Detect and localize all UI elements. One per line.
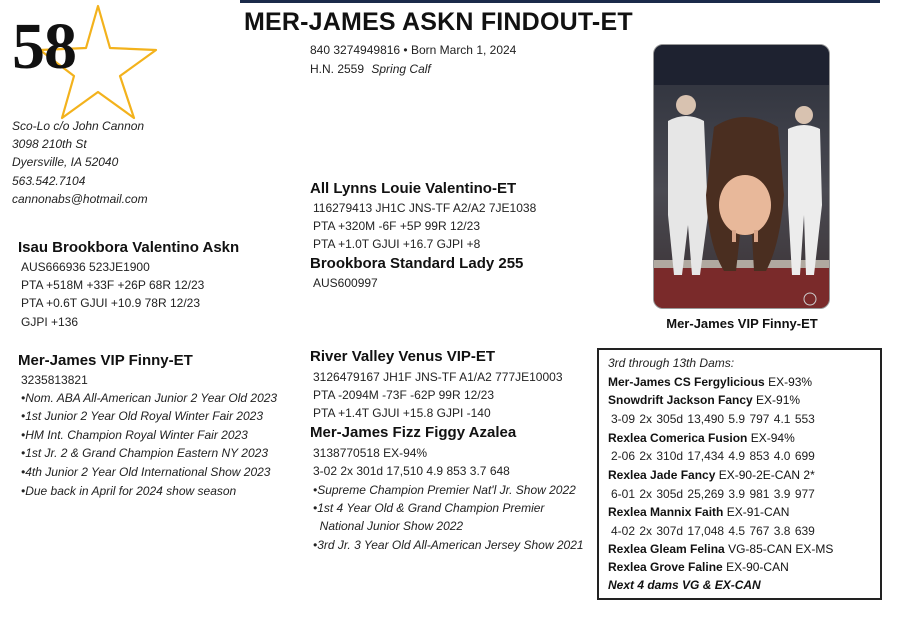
dam-note-3: •HM Int. Champion Royal Winter Fair 2023 — [21, 428, 248, 442]
consignor-email: cannonabs@hotmail.com — [12, 191, 148, 206]
dam-entry-5-record: 4-02 2x 307d 17,048 4.5 767 3.8 639 — [611, 524, 815, 538]
sire-sire-line-1: 116279413 JH1C JNS-TF A2/A2 7JE1038 — [313, 201, 537, 215]
dam-note-6: •Due back in April for 2024 show season — [21, 484, 237, 498]
dam-entry-2: Snowdrift Jackson Fancy EX-91% — [608, 393, 801, 407]
dam-sire-line-2: PTA -2094M -73F -62P 99R 12/23 — [313, 388, 494, 402]
dam-entry-4-record: 6-01 2x 305d 25,269 3.9 981 3.9 977 — [611, 487, 815, 501]
sire-sire-line-2: PTA +320M -6F +5P 99R 12/23 — [313, 219, 480, 233]
consignor-phone: 563.542.7104 — [12, 173, 86, 188]
dam-name: Mer-James VIP Finny-ET — [18, 352, 193, 369]
cow-photo — [653, 44, 830, 309]
dam-dam-name: Mer-James Fizz Figgy Azalea — [310, 424, 517, 441]
dam-entry-3: Rexlea Comerica Fusion EX-94% — [608, 431, 795, 445]
dam-note-5: •4th Junior 2 Year Old International Show 2023 — [21, 465, 271, 479]
dam-line-1: 3235813821 — [21, 373, 88, 387]
dam-dam-line-2: 3-02 2x 301d 17,510 4.9 853 3.7 648 — [313, 464, 510, 478]
consignor-name: Sco-Lo c/o John Cannon — [12, 119, 145, 133]
dam-entry-4: Rexlea Jade Fancy EX-90-2E-CAN 2* — [608, 468, 815, 482]
consignor-street: 3098 210th St — [12, 137, 87, 152]
dam-dam-note-1: •Supreme Champion Premier Nat'l Jr. Show 2022 — [313, 483, 576, 497]
dam-sire-line-3: PTA +1.4T GJUI +15.8 GJPI -140 — [313, 406, 491, 420]
dam-dam-note-2: •1st 4 Year Old & Grand Champion Premier — [313, 501, 545, 515]
dam-note-1: •Nom. ABA All-American Junior 2 Year Old 2023 — [21, 391, 278, 405]
extended-dams-box — [597, 348, 882, 600]
dam-entry-2-record: 3-09 2x 305d 13,490 5.9 797 4.1 553 — [611, 412, 815, 426]
herd-number: H.N. 2559 — [310, 62, 365, 76]
dam-sire-line-1: 3126479167 JH1F JNS-TF A1/A2 777JE10003 — [313, 370, 563, 384]
dam-note-2: •1st Junior 2 Year Old Royal Winter Fair 2023 — [21, 409, 263, 423]
consignor-city: Dyersville, IA 52040 — [12, 155, 119, 170]
sire-sire-line-3: PTA +1.0T GJUI +16.7 GJPI +8 — [313, 237, 481, 251]
photo-caption: Mer-James VIP Finny-ET — [666, 316, 818, 331]
dam-entry-3-record: 2-06 2x 310d 17,434 4.9 853 4.0 699 — [611, 449, 815, 463]
show-ring-photo-icon — [654, 45, 830, 309]
lot-number: 58 — [12, 10, 76, 83]
sire-line-4: GJPI +136 — [21, 315, 79, 329]
sire-dam-line-1: AUS600997 — [313, 276, 378, 290]
sire-line-3: PTA +0.6T GJUI +10.9 78R 12/23 — [21, 296, 200, 310]
dam-entry-7: Rexlea Grove Faline EX-90-CAN — [608, 560, 789, 574]
sire-dam-name: Brookbora Standard Lady 255 — [310, 255, 524, 272]
sire-line-1: AUS666936 523JE1900 — [21, 260, 150, 274]
herd-number-line — [310, 62, 431, 76]
dam-entry-1: Mer-James CS Fergylicious EX-93% — [608, 375, 813, 389]
dam-entry-6: Rexlea Gleam Felina VG-85-CAN EX-MS — [608, 542, 834, 556]
lot-badge — [0, 0, 170, 130]
consignor-block — [12, 117, 148, 208]
class-label: Spring Calf — [371, 62, 431, 76]
sire-name: Isau Brookbora Valentino Askn — [18, 239, 240, 256]
dam-note-4: •1st Jr. 2 & Grand Champion Eastern NY 2023 — [21, 446, 268, 460]
registration-line: 840 3274949816 • Born March 1, 2024 — [310, 43, 517, 57]
dam-dam-note-3: National Junior Show 2022 — [313, 519, 464, 533]
dams-footer: Next 4 dams VG & EX-CAN — [608, 578, 761, 592]
dam-sire-name: River Valley Venus VIP-ET — [310, 348, 496, 365]
dams-heading: 3rd through 13th Dams: — [608, 356, 735, 370]
dam-dam-line-1: 3138770518 EX-94% — [313, 446, 428, 460]
dam-entry-5: Rexlea Mannix Faith EX-91-CAN — [608, 505, 790, 519]
sire-line-2: PTA +518M +33F +26P 68R 12/23 — [21, 278, 205, 292]
dam-dam-note-4: •3rd Jr. 3 Year Old All-American Jersey Show 2021 — [313, 538, 584, 552]
sire-sire-name: All Lynns Louie Valentino-ET — [310, 180, 517, 197]
top-rule — [240, 0, 880, 3]
page-title: MER-JAMES ASKN FINDOUT-ET — [244, 8, 633, 36]
